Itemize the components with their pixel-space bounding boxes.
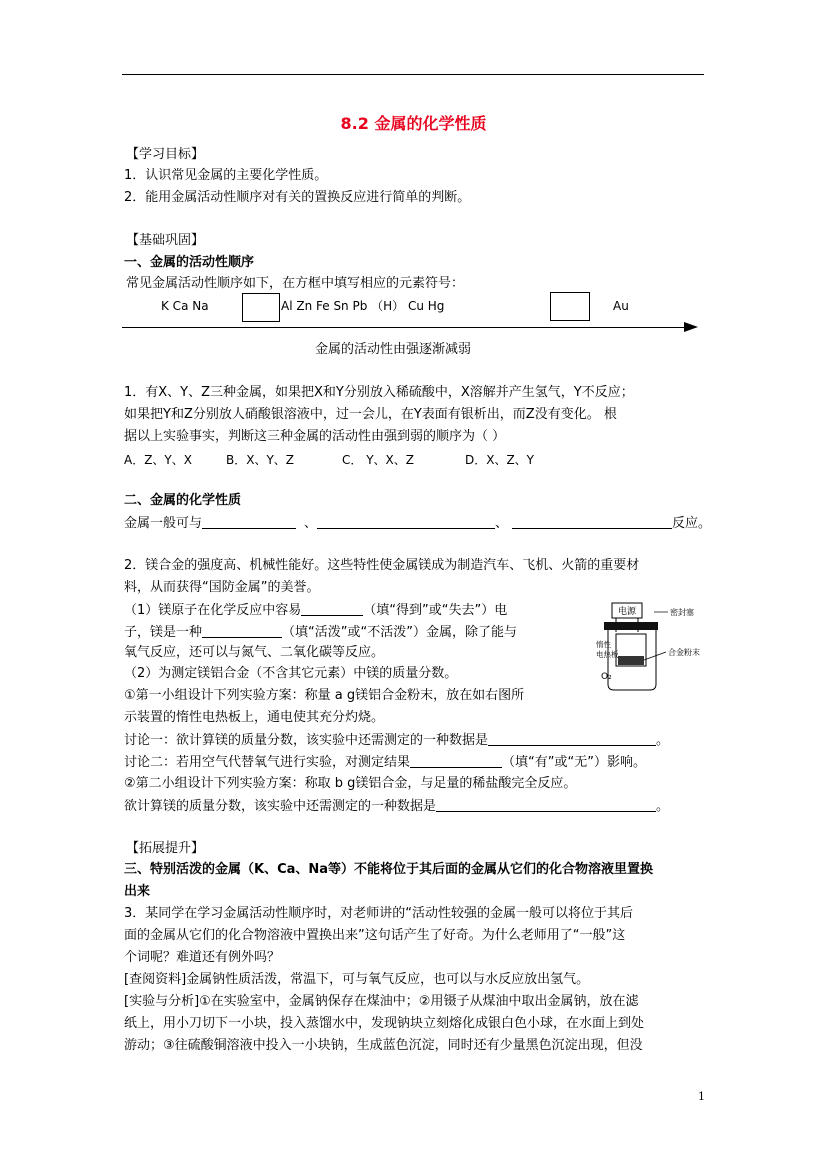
q2-part2-line <box>124 623 517 642</box>
q3-line-2: 面的金属从它们的化合物溶液中置换出来”这句话产生了好奇。为什么老师用了“一般”这 <box>124 928 626 943</box>
section3-title-line-2: 出来 <box>124 884 151 899</box>
q2-part3-line: 氧气反应，还可以与氮气、二氧化碳等反应。 <box>124 645 385 660</box>
q2-line-1: 2．镁合金的强度高、机械性能好。这些特性使金属镁成为制造汽车、飞机、火箭的重要材 <box>124 558 640 573</box>
activity-arrow-line <box>122 327 687 328</box>
discussion-2-pre: 讨论二：若用空气代替氧气进行实验，对测定结果 <box>124 755 411 770</box>
q2-part2-post: （填“活泼”或“不活泼”）金属，除了能与 <box>282 625 517 640</box>
fill-line-sep-1: 、 <box>304 516 318 531</box>
sequence-intro: 常见金属活动性顺序如下，在方框中填写相应的元素符号： <box>126 276 465 291</box>
q3-line-1: 3．某同学在学习金属活动性顺序时，对老师讲的“活动性较强的金属一般可以将位于其后 <box>124 906 634 921</box>
q1-option-d: D．X、Z、Y <box>465 453 535 467</box>
discussion-1-pre: 讨论一：欲计算镁的质量分数，该实验中还需测定的一种数据是 <box>124 733 489 748</box>
q2-part8-pre: 欲计算镁的质量分数，该实验中还需测定的一种数据是 <box>124 799 437 814</box>
q3-line-7: 游动；③往硫酸铜溶液中投入一小块钠，生成蓝色沉淀，同时还有少量黑色沉淀出现，但没 <box>124 1038 643 1053</box>
q1-line-2: 如果把Y和Z分别放人硝酸银溶液中，过一会儿，在Y表面有银析出，而Z没有变化。 根 <box>124 407 617 422</box>
q2-part4-line: （2）为测定镁铝合金（不含其它元素）中镁的质量分数。 <box>124 666 458 681</box>
arrow-label: 金属的活动性由强逐渐减弱 <box>315 342 472 357</box>
q2-part6-line: 示装置的惰性电热板上，通电使其充分灼烧。 <box>124 710 385 725</box>
q1-line-1: 1．有X、Y、Z三种金属，如果把X和Y分别放入稀硫酸中，X溶解并产生氢气，Y不反应； <box>124 385 634 400</box>
label-o2: O₂ <box>601 672 612 682</box>
label-seal: 密封塞 <box>670 608 694 617</box>
q3-line-5: [实验与分析]①在实验室中，金属钠保存在煤油中；②用镊子从煤油中取出金属钠，放在滤 <box>124 994 639 1009</box>
q2-part7-line: ②第二小组设计下列实验方案：称取 b g镁铝合金，与足量的稀盐酸完全反应。 <box>124 776 577 791</box>
sequence-part1: K Ca Na <box>161 299 209 313</box>
q1-option-b: B．X、Y、Z <box>226 453 295 467</box>
q2-part8-post: 。 <box>656 799 670 814</box>
label-plate-1: 惰性 <box>596 640 611 649</box>
apparatus-figure <box>596 600 726 696</box>
q3-line-6: 纸上，用小刀切下一小块，投入蒸馏水中，发现钠块立刻熔化成银白色小球，在水面上到处 <box>124 1016 645 1031</box>
discussion-1-post: 。 <box>656 733 670 748</box>
q2-part1-line <box>124 601 507 620</box>
basics-heading: 【基础巩固】 <box>126 233 205 248</box>
answer-box-1[interactable] <box>242 293 280 322</box>
blank-discussion-1[interactable] <box>488 731 656 746</box>
q2-line-2: 料，从而获得“国防金属”的美誉。 <box>124 580 320 595</box>
blank-discussion-2[interactable] <box>410 753 502 768</box>
q3-line-4: [查阅资料]金属钠性质活泼，常温下，可与氧气反应，也可以与水反应放出氢气。 <box>124 972 590 987</box>
q2-part1-mid: （填“得到”或“失去”）电 <box>363 603 508 618</box>
seal-plug <box>604 622 658 630</box>
q2-part2-pre: 子，镁是一种 <box>124 625 203 640</box>
extension-heading: 【拓展提升】 <box>126 841 205 856</box>
blank-reactant-1[interactable] <box>202 514 296 529</box>
header-rule <box>122 74 704 75</box>
q3-line-3: 个词呢？难道还有例外吗？ <box>124 950 281 965</box>
blank-reactant-2[interactable] <box>317 514 495 529</box>
fill-line-sep-2: 、 <box>495 516 509 531</box>
q1-line-3: 据以上实验事实，判断这三种金属的活动性由强到弱的顺序为（ ） <box>124 429 506 444</box>
fill-line-suffix: 反应。 <box>672 516 712 531</box>
q2-part8-line <box>124 797 669 816</box>
label-powder: 合金粉末 <box>668 648 700 657</box>
discussion-2 <box>124 753 646 772</box>
label-power: 电源 <box>617 607 637 617</box>
label-plate-2: 电热板 <box>596 650 619 659</box>
sequence-part2: Al Zn Fe Sn Pb （H） Cu Hg <box>281 299 445 313</box>
blank-measure-data[interactable] <box>436 797 656 812</box>
page-title: 8.2 金属的化学性质 <box>340 114 487 133</box>
q1-option-c: C． Y、X、Z <box>342 453 414 467</box>
section3-title-line-1: 三、特别活泼的金属（K、Ca、Na等）不能将位于其后面的金属从它们的化合物溶液里置换 <box>124 862 654 877</box>
section2-title: 二、金属的化学性质 <box>124 493 242 508</box>
sequence-part3: Au <box>613 299 629 313</box>
blank-reactant-3[interactable] <box>512 514 672 529</box>
blank-active[interactable] <box>202 623 282 638</box>
alloy-powder <box>618 656 644 665</box>
fill-line-prefix: 金属一般可与 <box>124 516 203 531</box>
goals-heading: 【学习目标】 <box>126 147 205 162</box>
q2-part5-line: ①第一小组设计下列实验方案：称量 a g镁铝合金粉末，放在如右图所 <box>124 688 525 703</box>
blank-gain-lose[interactable] <box>301 601 363 616</box>
q2-part1-pre: （1）镁原子在化学反应中容易 <box>124 603 302 618</box>
fill-line-metal-reactions <box>124 514 711 533</box>
discussion-1 <box>124 731 669 750</box>
q1-option-a: A．Z、Y、X <box>124 453 192 467</box>
page-number: 1 <box>698 1090 705 1103</box>
section1-title: 一、金属的活动性顺序 <box>124 255 255 270</box>
discussion-2-post: （填“有”或“无”）影响。 <box>502 755 646 770</box>
goal-item-1: 1．认识常见金属的主要化学性质。 <box>124 168 328 183</box>
answer-box-2[interactable] <box>550 292 590 321</box>
goal-item-2: 2．能用金属活动性顺序对有关的置换反应进行简单的判断。 <box>124 190 471 205</box>
arrow-head-icon <box>684 322 698 332</box>
